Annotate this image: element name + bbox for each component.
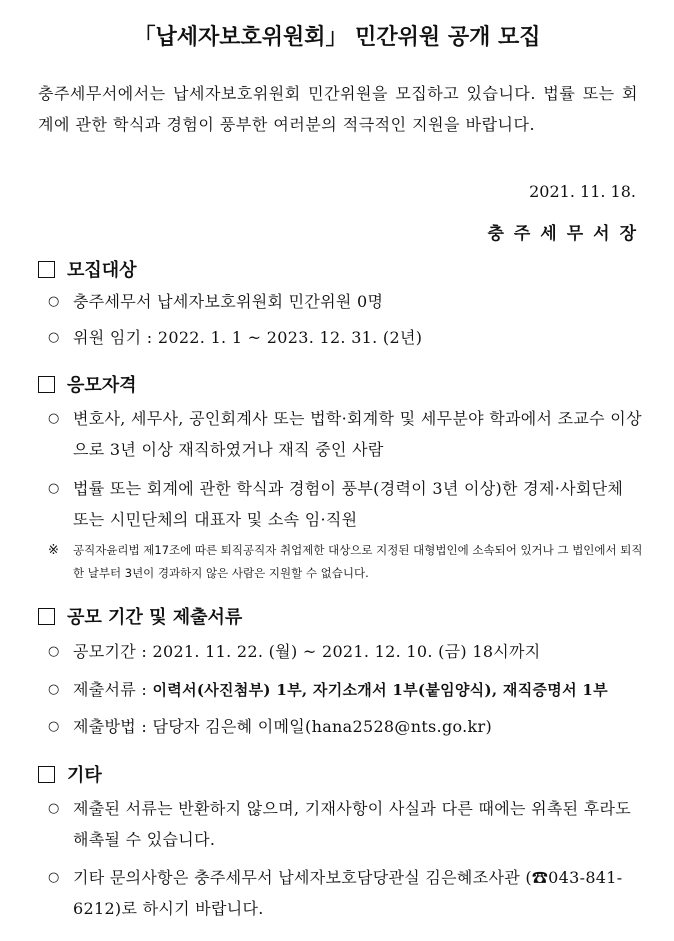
circle-bullet-icon: ○ <box>48 801 60 816</box>
circle-bullet-icon: ○ <box>48 644 60 659</box>
note-item <box>48 539 643 585</box>
circle-bullet-icon: ○ <box>48 330 60 345</box>
list-item <box>48 862 643 924</box>
list-item <box>48 711 643 742</box>
circle-bullet-icon: ○ <box>48 719 60 734</box>
section-heading-label: 응모자격 <box>67 375 137 396</box>
circle-bullet-icon: ○ <box>48 481 60 496</box>
section-heading-eligibility <box>38 371 137 397</box>
list-item-text: 제출방법 : 담당자 김은혜 이메일(hana2528@nts.go.kr) <box>73 717 493 736</box>
circle-bullet-icon: ○ <box>48 411 60 426</box>
list-item <box>48 322 643 353</box>
section-heading-label: 공모 기간 및 제출서류 <box>67 607 243 628</box>
section-heading-period-documents <box>38 603 242 629</box>
list-item-text: 공모기간 : 2021. 11. 22. (월) ~ 2021. 12. 10. (금) 18시까지 <box>73 642 541 661</box>
note-text: 공직자윤리법 제17조에 따른 퇴직공직자 취업제한 대상으로 지정된 대형법인에 소속되어 있거나 그 법인에서 퇴직한 날부터 3년이 경과하지 않은 사람은 지원할 수 없습니다. <box>73 543 643 580</box>
circle-bullet-icon: ○ <box>48 294 60 309</box>
notice-date: 2021. 11. 18. <box>529 182 636 201</box>
section-heading-label: 기타 <box>67 765 102 786</box>
documents-list: 이력서(사진첨부) 1부, 자기소개서 1부(붙임양식), 재직증명서 1부 <box>152 681 608 699</box>
list-item-text: 기타 문의사항은 충주세무서 납세자보호담당관실 김은혜조사관 (☎043-841-6212)로 하시기 바랍니다. <box>73 868 623 918</box>
circle-bullet-icon: ○ <box>48 870 60 885</box>
circle-bullet-icon: ○ <box>48 682 60 697</box>
list-item <box>48 286 643 317</box>
list-item-text: 변호사, 세무사, 공인회계사 또는 법학·회계학 및 세무분야 학과에서 조교수 이상으로 3년 이상 재직하였거나 재직 중인 사람 <box>73 409 642 459</box>
section-heading-recruitment-target <box>38 256 137 282</box>
list-item-text: 법률 또는 회계에 관한 학식과 경험이 풍부(경력이 3년 이상)한 경제·사회단체 또는 시민단체의 대표자 및 소속 임·직원 <box>73 479 624 529</box>
list-item <box>48 403 643 465</box>
page-title: 「납세자보호위원회」 민간위원 공개 모집 <box>133 25 541 50</box>
checkbox-square-icon <box>38 376 55 393</box>
list-item <box>48 674 643 706</box>
list-item-text: 위원 임기 : 2022. 1. 1 ~ 2023. 12. 31. (2년) <box>73 328 423 347</box>
intro-paragraph: 충주세무서에서는 납세자보호위원회 민간위원을 모집하고 있습니다. 법률 또는 회계에 관한 학식과 경험이 풍부한 여러분의 적극적인 지원을 바랍니다. <box>38 84 638 134</box>
section-heading-other <box>38 761 102 787</box>
documents-label: 제출서류 : <box>73 680 153 699</box>
list-item <box>48 793 643 855</box>
checkbox-square-icon <box>38 261 55 278</box>
signer-name: 충주세무서장 <box>487 224 646 244</box>
reference-mark-icon: ※ <box>48 543 59 558</box>
list-item-text <box>73 674 643 706</box>
list-item-text: 충주세무서 납세자보호위원회 민간위원 0명 <box>73 292 384 311</box>
list-item <box>48 473 643 535</box>
checkbox-square-icon <box>38 608 55 625</box>
section-heading-label: 모집대상 <box>67 260 137 281</box>
list-item <box>48 636 643 667</box>
list-item-text: 제출된 서류는 반환하지 않으며, 기재사항이 사실과 다른 때에는 위촉된 후라도 해촉될 수 있습니다. <box>73 799 632 849</box>
checkbox-square-icon <box>38 766 55 783</box>
